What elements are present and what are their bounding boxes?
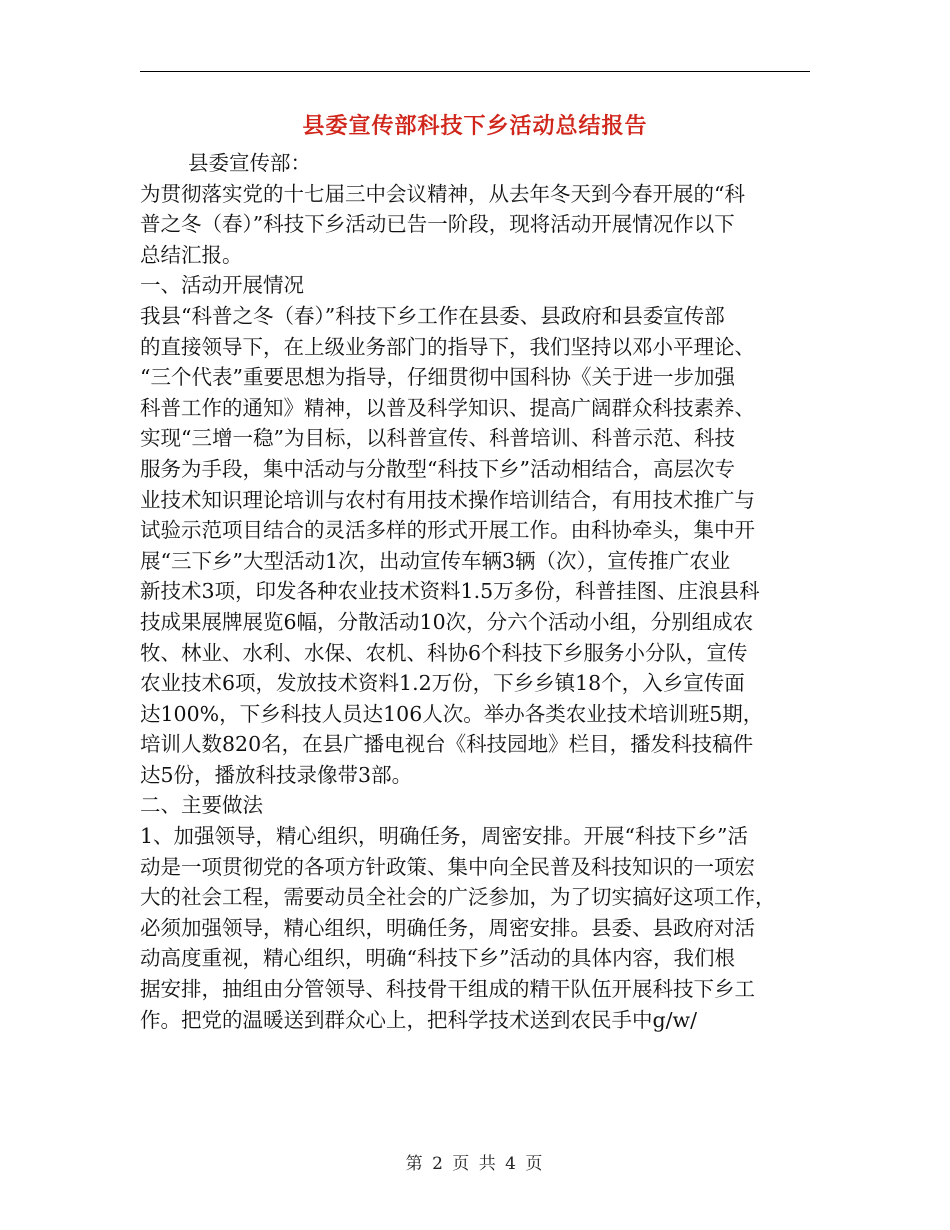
document-body	[140, 148, 810, 1035]
text-line: 牧、林业、水利、水保、农机、科协6个科技下乡服务小分队，宣传	[140, 640, 748, 665]
section-heading-2: 二、主要做法	[140, 793, 263, 818]
text-line: 科普工作的通知》精神，以普及科学知识、提高广阔群众科技素养、	[140, 395, 755, 420]
text-line: 达5份，播放科技录像带3部。	[140, 762, 413, 787]
text-line: 1、加强领导，精心组织，明确任务，周密安排。开展“科技下乡”活	[140, 824, 749, 849]
text-line: 作。把党的温暖送到群众心上，把科学技术送到农民手中g/w/	[140, 1007, 697, 1032]
text-line: 普之冬（春）”科技下乡活动已告一阶段，现将活动开展情况作以下	[140, 212, 735, 237]
text-line: 业技术知识理论培训与农村有用技术操作培训结合，有用技术推广与	[140, 487, 755, 512]
section-heading-1: 一、活动开展情况	[140, 273, 304, 298]
salutation-line: 县委宣传部：	[188, 151, 311, 175]
page-number: 第 2 页 共 4 页	[405, 1154, 545, 1174]
text-line: 实现“三增一稳”为目标，以科普宣传、科普培训、科普示范、科技	[140, 426, 735, 451]
text-line: 动是一项贯彻党的各项方针政策、集中向全民普及科技知识的一项宏	[140, 854, 755, 879]
text-line: 试验示范项目结合的灵活多样的形式开展工作。由科协牵头，集中开	[140, 518, 755, 543]
text-line: 展“三下乡”大型活动1次，出动宣传车辆3辆（次），宣传推广农业	[140, 548, 731, 573]
text-line: 总结汇报。	[140, 242, 243, 267]
text-line: 达100%，下乡科技人员达106人次。举办各类农业技术培训班5期，	[140, 701, 764, 726]
text-line: 的直接领导下，在上级业务部门的指导下，我们坚持以邓小平理论、	[140, 334, 755, 359]
text-line: 动高度重视，精心组织，明确“科技下乡”活动的具体内容，我们根	[140, 946, 735, 971]
text-line: “三个代表”重要思想为指导，仔细贯彻中国科协《关于进一步加强	[140, 365, 735, 390]
text-line: 我县“科普之冬（春）”科技下乡工作在县委、县政府和县委宣传部	[140, 303, 725, 328]
text-line: 培训人数820名，在县广播电视台《科技园地》栏目，播发科技稿件	[140, 732, 754, 757]
text-line: 服务为手段，集中活动与分散型“科技下乡”活动相结合，高层次专	[140, 456, 735, 481]
text-line: 大的社会工程，需要动员全社会的广泛参加，为了切实搞好这项工作，	[140, 885, 776, 910]
document-title: 县委宣传部科技下乡活动总结报告	[302, 113, 648, 139]
text-line: 农业技术6项，发放技术资料1.2万份，下乡乡镇18个，入乡宣传面	[140, 671, 745, 696]
header-rule	[140, 71, 810, 72]
text-line: 必须加强领导，精心组织，明确任务，周密安排。县委、县政府对活	[140, 915, 755, 940]
text-line: 据安排，抽组由分管领导、科技骨干组成的精干队伍开展科技下乡工	[140, 977, 755, 1002]
text-line: 技成果展牌展览6幅，分散活动10次，分六个活动小组，分别组成农	[140, 609, 754, 634]
text-line: 为贯彻落实党的十七届三中会议精神，从去年冬天到今春开展的“科	[140, 181, 745, 206]
text-line: 新技术3项，印发各种农业技术资料1.5万多份，科普挂图、庄浪县科	[140, 579, 760, 604]
